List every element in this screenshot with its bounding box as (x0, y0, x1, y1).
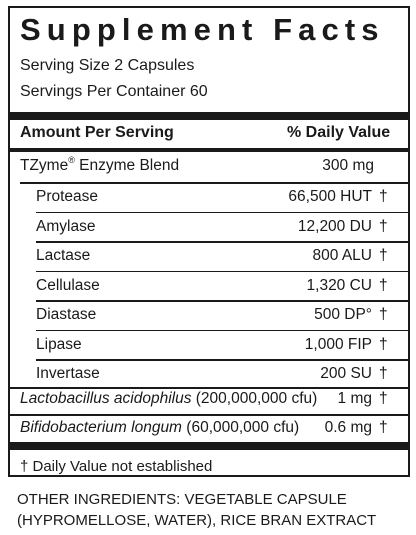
enzyme-row (10, 212, 408, 242)
enzyme-name: Lipase (36, 335, 82, 353)
dagger-mark: † (379, 306, 388, 323)
enzyme-name: Amylase (36, 217, 96, 235)
dagger-mark: † (379, 335, 388, 353)
supplement-facts-panel (8, 6, 410, 477)
header-amount-per-serving: Amount Per Serving (20, 124, 174, 141)
enzyme-amount: 800 ALU (312, 247, 372, 264)
dagger-mark: † (379, 419, 388, 436)
serving-size: Serving Size 2 Capsules (20, 57, 195, 74)
blend-row (10, 151, 408, 181)
probiotic-row (10, 384, 408, 414)
enzyme-amount: 66,500 HUT (288, 188, 372, 205)
enzyme-amount: 12,200 DU (297, 217, 372, 235)
enzyme-amount: 500 DP° (314, 306, 372, 323)
enzyme-name: Lactase (36, 247, 91, 264)
enzyme-row (10, 241, 408, 271)
enzyme-row (10, 330, 408, 360)
enzyme-amount: 1,000 FIP (304, 335, 372, 353)
blend-name: TZyme® Enzyme Blend (20, 155, 180, 174)
footnote: † Daily Value not established (20, 458, 213, 475)
dagger-mark: † (379, 390, 388, 407)
enzyme-name: Protease (36, 188, 99, 205)
probiotic-row (10, 413, 408, 443)
thick-divider-top (10, 112, 408, 120)
enzyme-name: Diastase (36, 306, 97, 323)
enzyme-amount: 1,320 CU (306, 276, 372, 294)
probiotic-amount: 0.6 mg (324, 419, 372, 436)
other-ingredients (17, 489, 376, 531)
dagger-mark: † (379, 276, 388, 294)
dagger-mark: † (379, 188, 388, 205)
other-ingredients-line: OTHER INGREDIENTS: VEGETABLE CAPSULE (17, 491, 347, 508)
enzyme-amount: 200 SU (320, 365, 372, 382)
servings-per-container: Servings Per Container 60 (20, 83, 208, 100)
probiotic-name: Bifidobacterium longum (60,000,000 cfu) (20, 419, 300, 436)
enzyme-row (10, 300, 408, 330)
enzyme-name: Cellulase (36, 276, 100, 294)
enzyme-row (10, 271, 408, 301)
panel-title: Supplement Facts (20, 12, 385, 47)
enzyme-row (10, 182, 408, 212)
other-ingredients-line: (HYPROMELLOSE, WATER), RICE BRAN EXTRACT (17, 512, 377, 529)
probiotic-amount: 1 mg (337, 390, 372, 407)
thick-divider-bottom (10, 442, 408, 450)
dagger-mark: † (379, 217, 388, 235)
dagger-mark: † (379, 365, 388, 382)
header-daily-value: % Daily Value (287, 124, 391, 141)
enzyme-name: Invertase (36, 365, 100, 382)
blend-amount: 300 mg (322, 157, 374, 174)
dagger-mark: † (379, 247, 388, 264)
probiotic-name: Lactobacillus acidophilus (200,000,000 cfu) (20, 390, 318, 407)
